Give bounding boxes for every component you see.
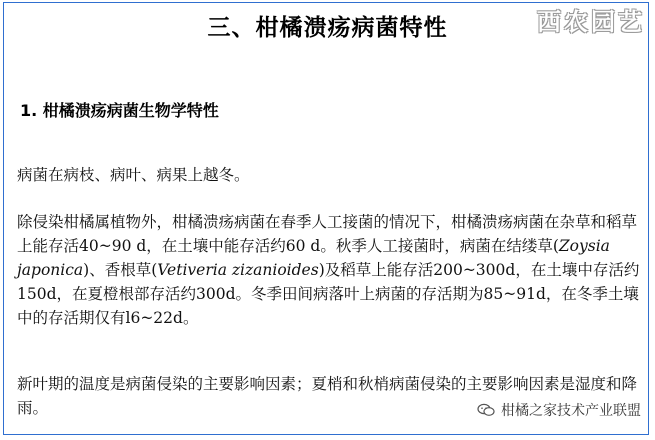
watermark-text: 柑橘之家技术产业联盟 bbox=[501, 403, 641, 419]
paragraph-text: 除侵染柑橘属植物外，柑橘溃疡病菌在春季人工接菌的情况下，柑橘溃疡病菌在杂草和稻草上能存活40~90 d，在土壤中能存活约60 d。秋季人工接菌时，病菌在结缕草( bbox=[17, 213, 638, 255]
latin-name: Vetiveria zizanioides bbox=[157, 261, 319, 279]
latin-name: Zoysia japonica bbox=[17, 237, 610, 279]
section-heading: 1. 柑橘溃疡病菌生物学特性 bbox=[20, 101, 219, 120]
logo: 西农园艺 bbox=[537, 7, 645, 36]
paragraph-text: )及稻草上能存活200~300d，在土壤中存活约150d，在夏橙根部存活约300d。冬季田间病落叶上病菌的存活期为85~91d，在冬季土壤中的存活期仅有l6~22d。 bbox=[17, 261, 640, 327]
page-title: 三、柑橘溃疡病菌特性 bbox=[207, 15, 448, 41]
watermark bbox=[477, 400, 641, 420]
paragraph-infection-factors: 新叶期的温度是病菌侵染的主要影响因素；夏梢和秋梢病菌侵染的主要影响因素是湿度和降雨。 bbox=[17, 375, 638, 417]
paragraph-overwintering: 病菌在病枝、病叶、病果上越冬。 bbox=[17, 166, 250, 184]
paragraph-text: )、香根草( bbox=[83, 261, 158, 279]
paragraph-survival bbox=[17, 210, 642, 330]
wechat-icon bbox=[477, 403, 495, 417]
